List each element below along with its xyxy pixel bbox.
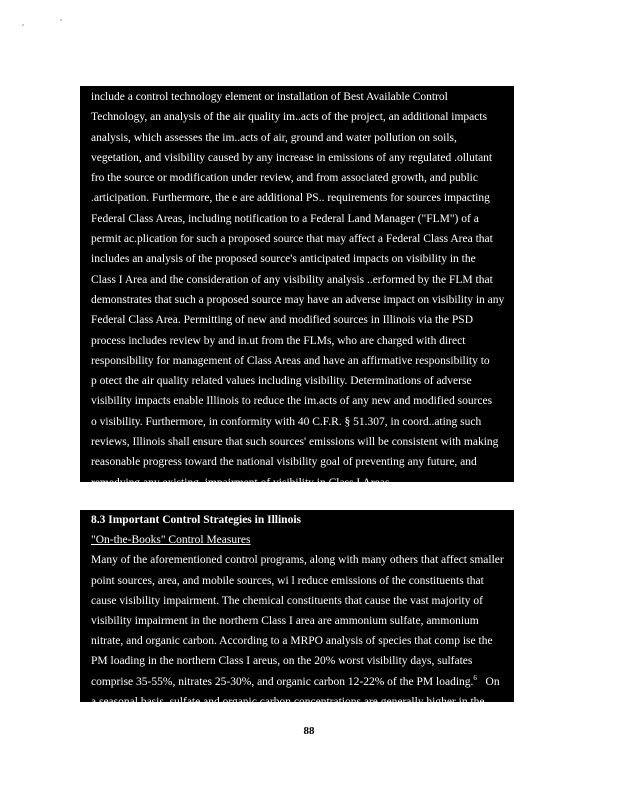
text-line: .articipation. Furthermore, the e are additional PS.. requirements for sources impacting bbox=[91, 192, 490, 205]
scan-speck bbox=[60, 19, 62, 21]
text-line: include a control technology element or installation of Best Available Control bbox=[91, 91, 448, 103]
footnote-line-text: comprise 35-55%, nitrates 25-30%, and organic carbon 12-22% of the PM loading. bbox=[91, 675, 474, 688]
text-line: analysis, which assesses the im..acts of air, ground and water pollution on soils, bbox=[91, 131, 457, 144]
text-line: visibility impacts enable Illinois to reduce the im.acts of any new and modified sources bbox=[91, 395, 493, 408]
text-line: Class I Area and the consideration of any visibility analysis ..erformed by the FLM that bbox=[91, 273, 493, 286]
text-line: Many of the aforementioned control programs, along with many others that affect smaller bbox=[91, 554, 504, 567]
text-line: process includes review by and in.ut from the FLMs, who are charged with direct bbox=[91, 334, 466, 347]
text-line: Federal Class Area. Permitting of new and modified sources in Illinois via the PSD bbox=[91, 314, 473, 327]
text-line: permit ac.plication for such a proposed source that may affect a Federal Class Area that bbox=[91, 233, 493, 246]
section-heading: 8.3 Important Control Strategies in Illinois bbox=[91, 514, 301, 526]
section-subheading: "On-the-Books" Control Measures bbox=[91, 534, 251, 547]
text-line: nitrate, and organic carbon. According to a MRPO analysis of species that comp ise the bbox=[91, 635, 493, 648]
text-line: cause visibility impairment. The chemical constituents that cause the vast majority of bbox=[91, 594, 483, 607]
text-line: Federal Class Areas, including notification to a Federal Land Manager ("FLM") of a bbox=[91, 212, 479, 225]
footnote-line-after: On bbox=[476, 675, 500, 688]
text-line: point sources, area, and mobile sources, wi l reduce emissions of the constituents that bbox=[91, 574, 484, 587]
text-line: demonstrates that such a proposed source may have an adverse impact on visibility in any bbox=[91, 293, 505, 306]
text-line: o visibility. Furthermore, in conformity with 40 C.F.R. § 51.307, in coord..ating such bbox=[91, 415, 482, 428]
text-line: visibility impairment in the northern Class I area are ammonium sulfate, ammonium bbox=[91, 614, 479, 627]
text-line: Technology, an analysis of the air quality im..acts of the project, an additional impacts bbox=[91, 111, 488, 124]
text-line: vegetation, and visibility caused by any increase in emissions of any regulated .ollutant bbox=[91, 151, 493, 164]
text-line: remedying any existing, impairment of visibility in Class I Areas. bbox=[91, 476, 393, 489]
scan-speck bbox=[22, 24, 24, 26]
section-block bbox=[80, 510, 514, 708]
text-line: reasonable progress toward the national visibility goal of preventing any future, and bbox=[91, 456, 477, 469]
paragraph-block bbox=[80, 86, 514, 489]
text-line: p otect the air quality related values including visibility. Determinations of adverse bbox=[91, 375, 472, 388]
text-line: PM loading in the northern Class I areus, on the 20% worst visibility days, sulfates bbox=[91, 655, 473, 668]
text-line: includes an analysis of the proposed source's anticipated impacts on visibility in the bbox=[91, 253, 476, 266]
text-line: fro the source or modification under review, and from associated growth, and public bbox=[91, 172, 478, 185]
page-number: 88 bbox=[303, 725, 315, 737]
footnote-line bbox=[91, 672, 514, 692]
text-line: a seasonal basis, sulfate and organic carbon concentrations are generally higher in the bbox=[91, 695, 485, 708]
footnote-marker: 6 bbox=[473, 673, 477, 682]
text-line: responsibility for management of Class Areas and have an affirmative responsibility to bbox=[91, 354, 490, 367]
text-line: reviews, Illinois shall ensure that such sources' emissions will be consistent with making bbox=[91, 436, 499, 449]
